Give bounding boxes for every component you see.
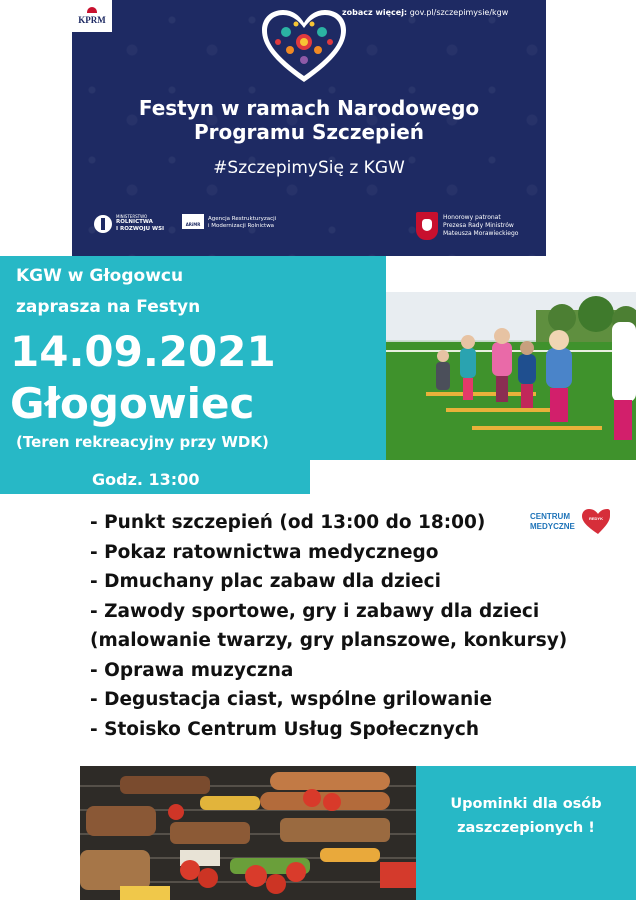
- activity-item: (malowanie twarzy, gry planszowe, konkursy): [90, 630, 568, 651]
- event-venue: (Teren rekreacyjny przy WDK): [16, 433, 269, 451]
- banner-hashtag: #SzczepimySię z KGW: [213, 158, 405, 178]
- gift-line-1: Upominki dla osób: [450, 796, 602, 812]
- sponsor-line-2: MEDYCZNE: [530, 522, 575, 531]
- gift-line-2: zaszczepionych !: [457, 820, 595, 836]
- kids-playing-illustration: [386, 292, 636, 460]
- event-date: 14.09.2021: [10, 327, 276, 376]
- see-more-note: [342, 8, 508, 17]
- grill-food-illustration: [80, 766, 416, 900]
- activity-item: - Stoisko Centrum Usług Społecznych: [90, 718, 479, 740]
- arimr-emblem-icon: [182, 214, 204, 232]
- folk-heart-icon: [262, 10, 346, 84]
- intro-line-2: zaprasza na Festyn: [16, 297, 201, 317]
- sponsor-line-1: CENTRUM: [530, 512, 570, 521]
- activity-item: - Degustacja ciast, wspólne grilowanie: [90, 689, 493, 710]
- ministry-logo: [94, 214, 164, 233]
- agency-line-1: Agencja Restrukturyzacji: [208, 216, 277, 222]
- kids-playing-photo: [386, 292, 636, 460]
- patron-logo: [416, 212, 518, 240]
- banner-title-line-2: Programu Szczepień: [193, 120, 425, 144]
- intro-line-1: KGW w Głogowcu: [16, 266, 184, 286]
- polish-eagle-emblem-icon: [416, 212, 438, 240]
- sponsor-heart-text: REDYK: [588, 516, 604, 521]
- event-place: Głogowiec: [10, 379, 255, 428]
- ministry-emblem-icon: [94, 215, 112, 233]
- arimr-logo: [182, 214, 276, 232]
- grill-food-photo: [80, 766, 416, 900]
- event-time: Godz. 13:00: [92, 470, 200, 489]
- gift-note: [416, 792, 636, 840]
- activity-item: - Oprawa muzyczna: [90, 659, 294, 681]
- banner-title-line-1: Festyn w ramach Narodowego: [138, 96, 480, 120]
- kprm-label: KPRM: [78, 15, 106, 25]
- kprm-eagle-icon: [87, 7, 97, 13]
- ministry-line-1: MINISTERSTWO: [116, 214, 148, 219]
- activity-item: - Dmuchany plac zabaw dla dzieci: [90, 571, 441, 592]
- activity-item: - Punkt szczepień (od 13:00 do 18:00): [90, 512, 486, 533]
- ministry-line-3: I ROZWOJU WSI: [116, 226, 165, 232]
- patron-line-2: Prezesa Rady Ministrów: [443, 222, 514, 229]
- patron-line-1: Honorowy patronat: [443, 214, 501, 221]
- ministry-line-2: ROLNICTWA: [116, 219, 153, 225]
- agency-line-2: i Modernizacji Rolnictwa: [208, 223, 275, 229]
- centrum-medyczne-logo: [530, 508, 610, 536]
- activity-list: [90, 508, 567, 744]
- see-more-url: gov.pl/szczepimysie/kgw: [409, 8, 509, 17]
- patron-line-3: Mateusza Morawieckiego: [443, 230, 519, 237]
- see-more-label: zobacz więcej:: [342, 8, 408, 17]
- arimr-abbr: ARiMR: [185, 222, 201, 227]
- sponsor-heart-icon: [582, 509, 610, 534]
- activity-item: - Pokaz ratownictwa medycznego: [90, 541, 439, 563]
- activity-item: - Zawody sportowe, gry i zabawy dla dzieci: [90, 600, 540, 622]
- banner-title: [72, 96, 546, 144]
- kprm-logo: [72, 0, 112, 32]
- campaign-banner: [72, 0, 546, 256]
